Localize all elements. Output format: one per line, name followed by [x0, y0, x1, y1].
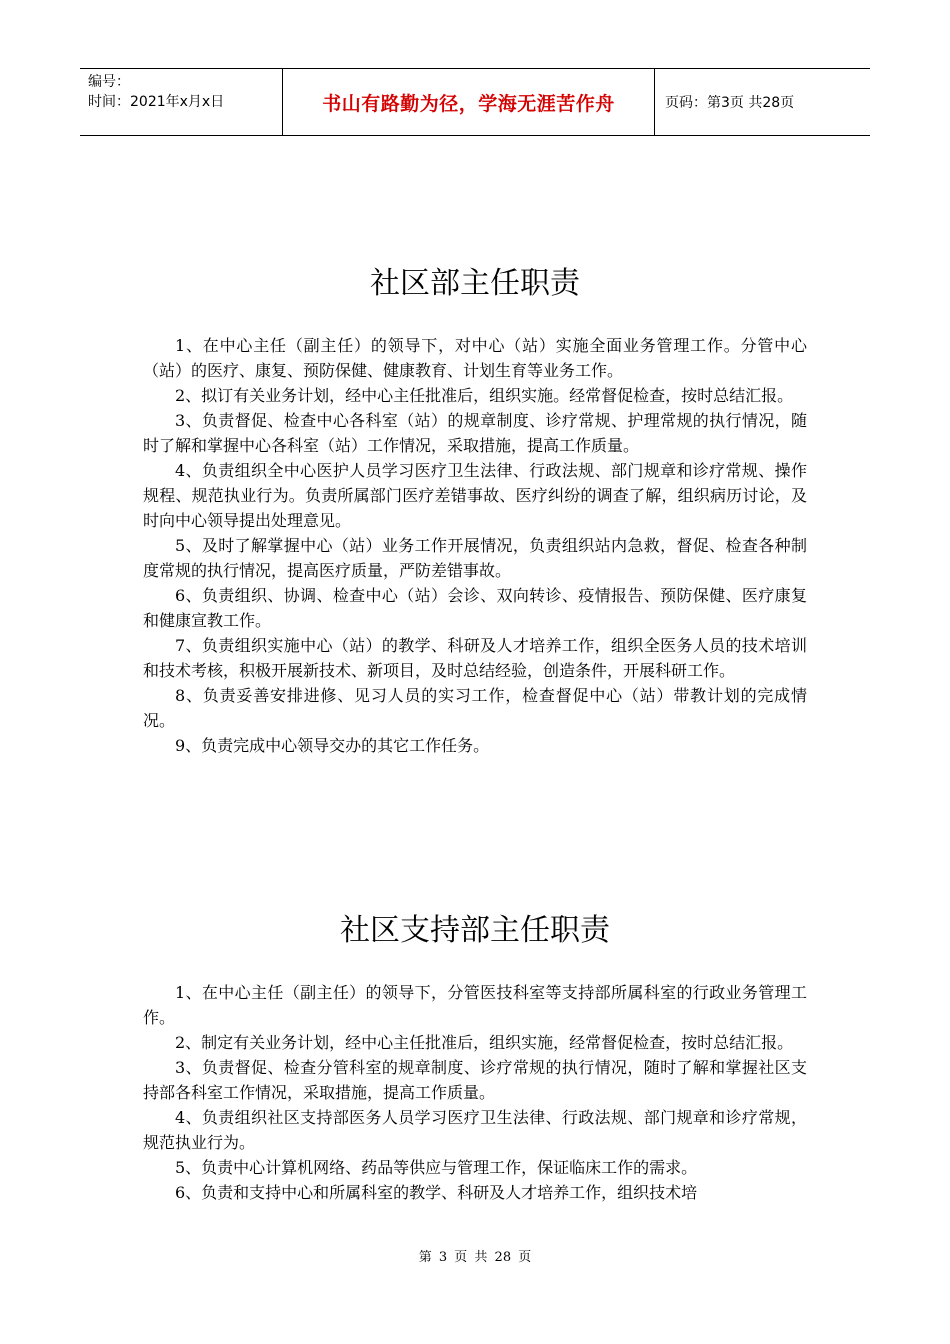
paragraph: 6、负责组织、协调、检查中心（站）会诊、双向转诊、疫情报告、预防保健、医疗康复和健康宣教工作。: [143, 586, 807, 630]
header-meta-cell: [80, 69, 283, 135]
header-table: [80, 68, 870, 136]
section2-body: [143, 980, 807, 1205]
paragraph: 1、在中心主任（副主任）的领导下，分管医技科室等支持部所属科室的行政业务管理工作。: [143, 983, 807, 1027]
paragraph: 4、负责组织社区支持部医务人员学习医疗卫生法律、行政法规、部门规章和诊疗常规，规范执业行为。: [143, 1108, 807, 1152]
header-page-info: 页码：第3页 共28页: [665, 95, 795, 111]
section1-body: [143, 333, 807, 758]
paragraph: 4、负责组织全中心医护人员学习医疗卫生法律、行政法规、部门规章和诊疗常规、操作规程、规范执业行为。负责所属部门医疗差错事故、医疗纠纷的调查了解，组织病历讨论，及时向中心领导提出处理意见。: [143, 461, 807, 530]
paragraph: 3、负责督促、检查分管科室的规章制度、诊疗常规的执行情况，随时了解和掌握社区支持部各科室工作情况，采取措施，提高工作质量。: [143, 1058, 807, 1102]
paragraph: 5、及时了解掌握中心（站）业务工作开展情况，负责组织站内急救，督促、检查各种制度常规的执行情况，提高医疗质量，严防差错事故。: [143, 536, 807, 580]
paragraph: 2、制定有关业务计划，经中心主任批准后，组织实施，经常督促检查，按时总结汇报。: [175, 1033, 794, 1052]
paragraph: 1、在中心主任（副主任）的领导下，对中心（站）实施全面业务管理工作。分管中心（站）的医疗、康复、预防保健、健康教育、计划生育等业务工作。: [143, 336, 807, 380]
paragraph: 8、负责妥善安排进修、见习人员的实习工作，检查督促中心（站）带教计划的完成情况。: [143, 686, 807, 730]
paragraph: 7、负责组织实施中心（站）的教学、科研及人才培养工作，组织全医务人员的技术培训和技术考核，积极开展新技术、新项目，及时总结经验，创造条件，开展科研工作。: [143, 636, 807, 680]
paragraph: 9、负责完成中心领导交办的其它工作任务。: [175, 736, 490, 755]
header-motto: 书山有路勤为径，学海无涯苦作舟: [283, 69, 655, 135]
section2-title: 社区支持部主任职责: [340, 913, 610, 948]
paragraph: 6、负责和支持中心和所属科室的教学、科研及人才培养工作，组织技术培: [175, 1183, 698, 1202]
section1-title: 社区部主任职责: [370, 266, 580, 301]
paragraph: 5、负责中心计算机网络、药品等供应与管理工作，保证临床工作的需求。: [175, 1158, 698, 1177]
page-footer: 第 3 页 共 28 页: [418, 1250, 532, 1265]
paragraph: 2、拟订有关业务计划，经中心主任批准后，组织实施。经常督促检查，按时总结汇报。: [175, 386, 794, 405]
number-label: 编号：: [88, 74, 130, 90]
time-label: 时间：2021年x月x日: [88, 94, 225, 110]
paragraph: 3、负责督促、检查中心各科室（站）的规章制度、诊疗常规、护理常规的执行情况，随时了解和掌握中心各科室（站）工作情况，采取措施，提高工作质量。: [143, 411, 807, 455]
